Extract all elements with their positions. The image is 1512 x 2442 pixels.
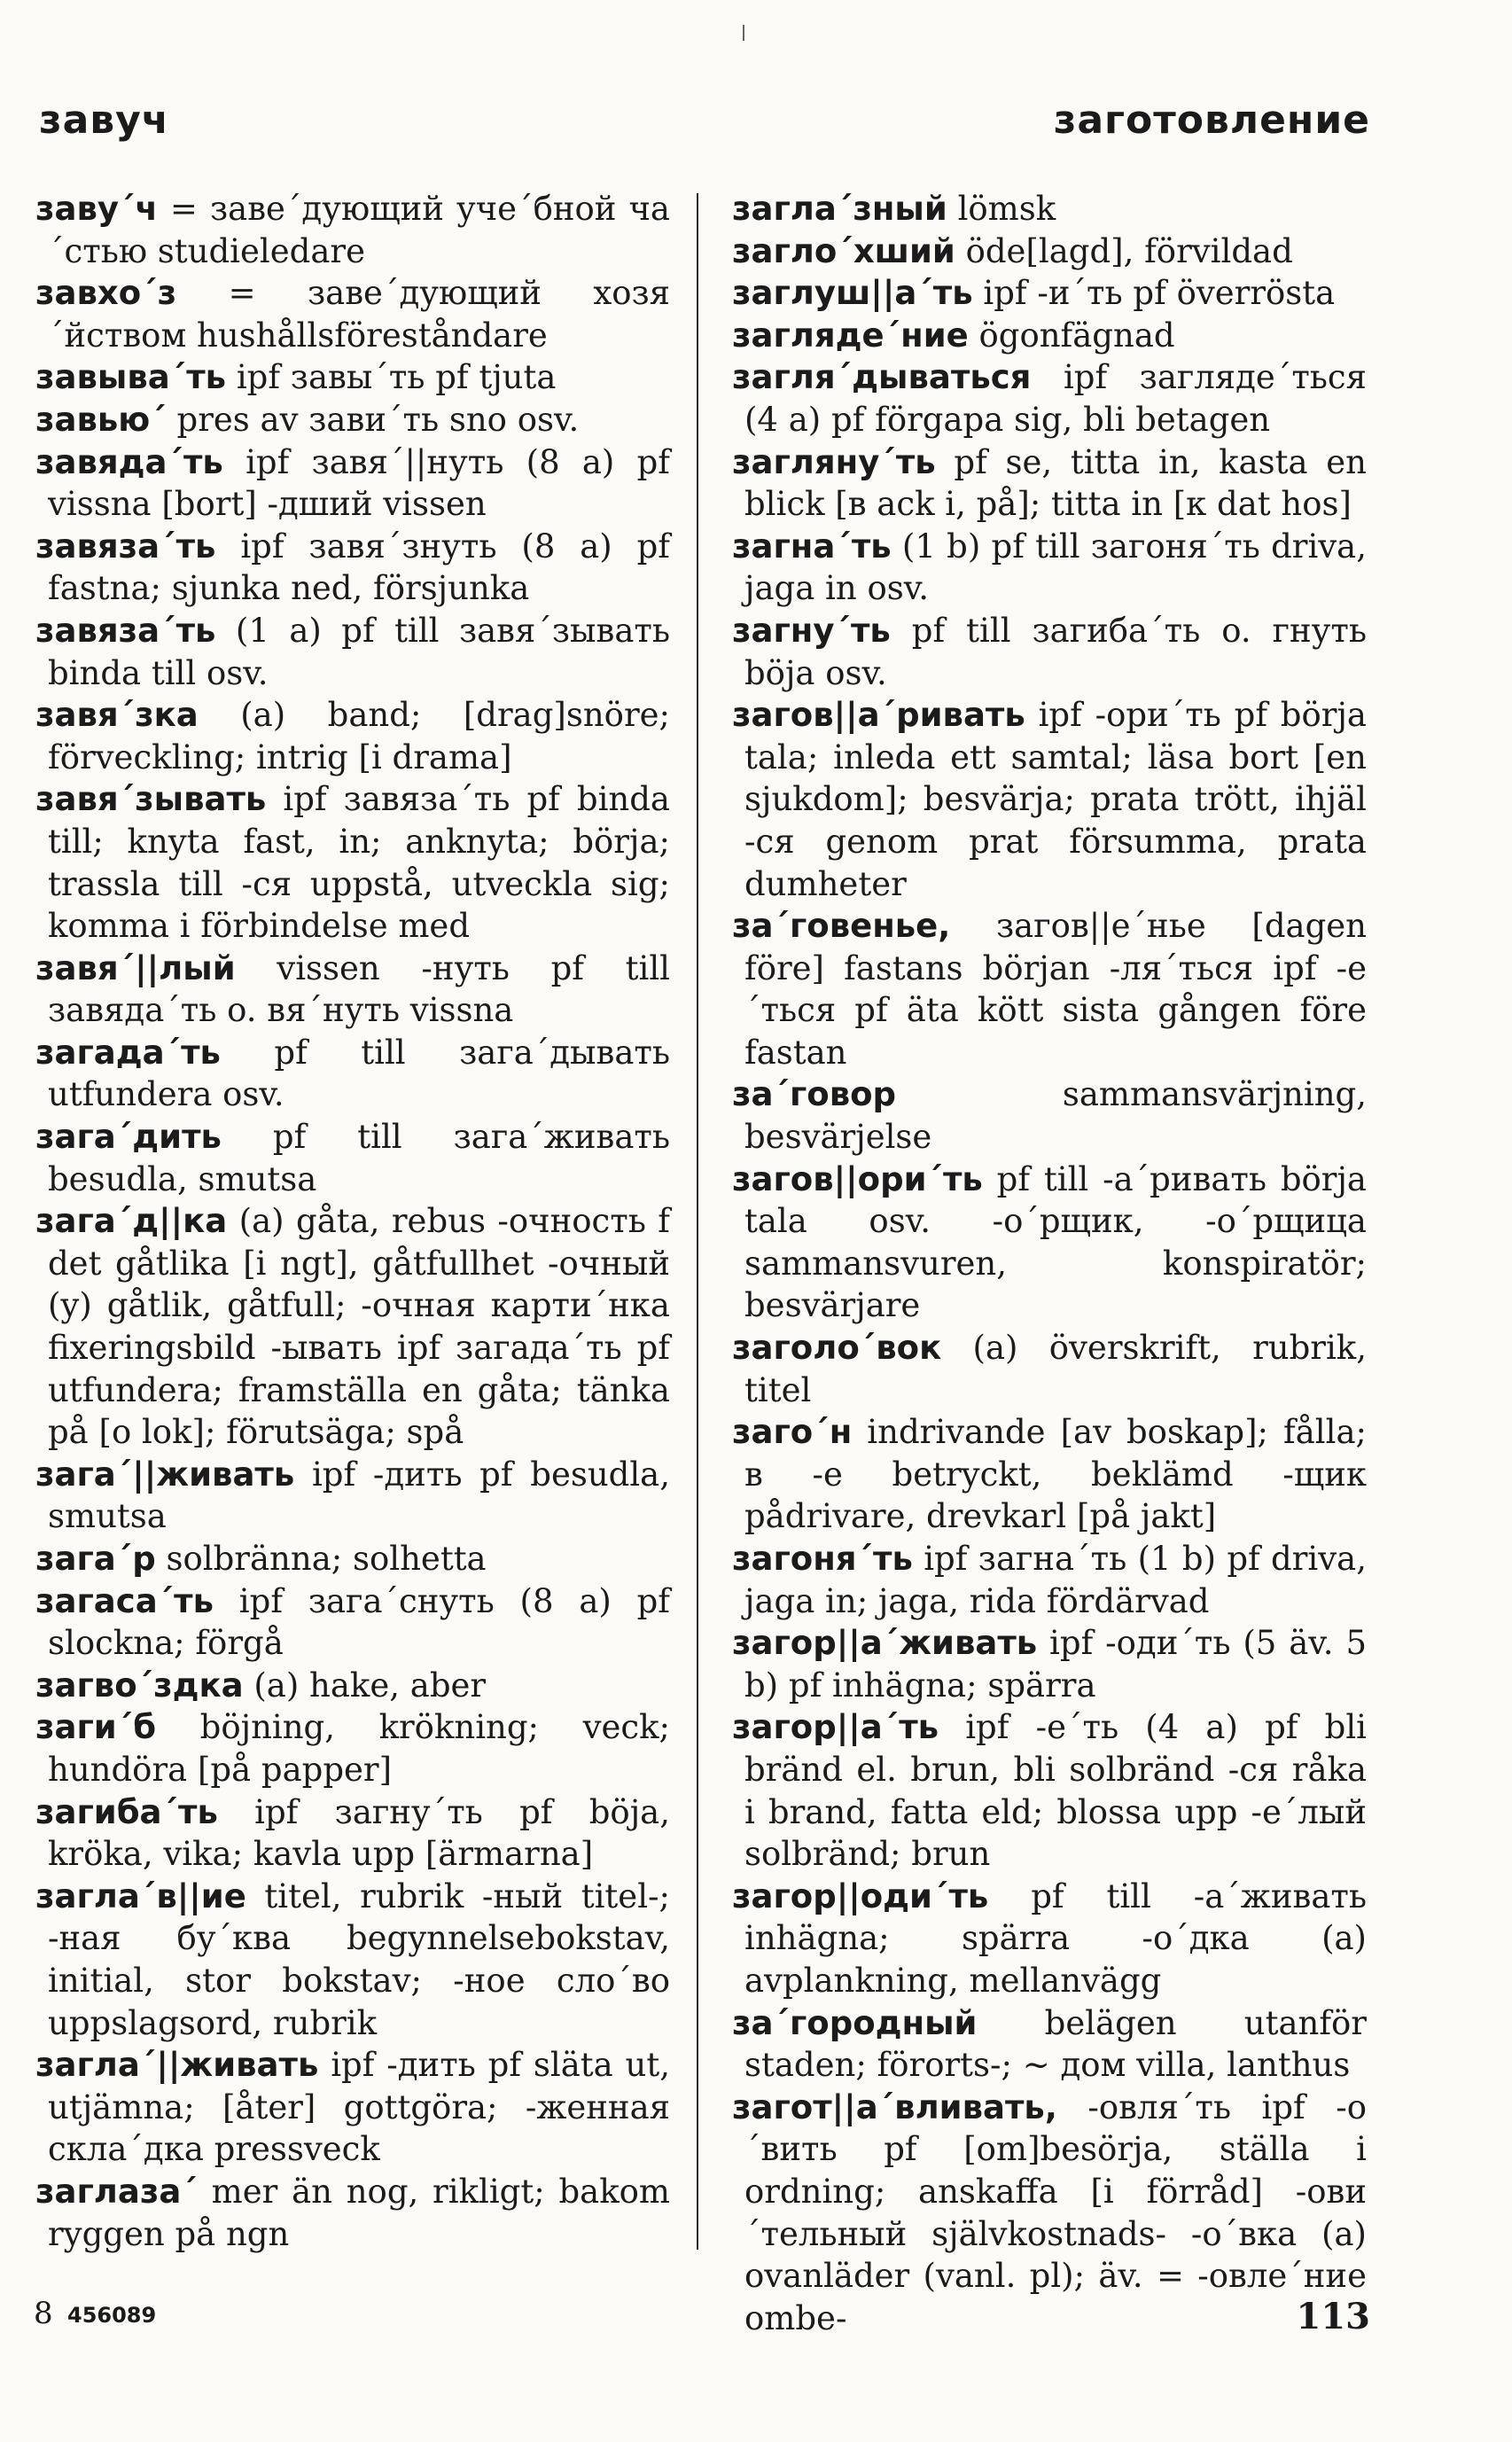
dictionary-entry: завя´||лый vissen -нуть pf till завяда´ть o. вя´нуть vissna <box>35 948 670 1030</box>
dictionary-entry: зага´дить pf till зага´живать besudla, smutsa <box>35 1118 670 1198</box>
dictionary-entry: загляде´ние ögonfägnad <box>732 316 1175 355</box>
headword: загля´дываться <box>732 358 1032 397</box>
headword: завхо´з <box>35 274 177 313</box>
dictionary-entry: загор||а´живать ipf -оди´ть (5 äv. 5 b) pf inhägna; spärra <box>732 1624 1367 1705</box>
headword: заги´б <box>35 1708 157 1747</box>
headword: за´городный <box>732 2003 978 2042</box>
dictionary-entry: завыва´ть ipf завы´ть pf tjuta <box>35 358 557 397</box>
headword: завыва´ть <box>35 358 227 397</box>
headword: загло´хший <box>732 231 955 270</box>
headword: загот||а´вливать, <box>732 2087 1057 2126</box>
dictionary-entry: загляну´ть pf se, titta in, kasta en blick [в ack i, på]; titta in [к dat hos] <box>732 442 1367 524</box>
headword: за´говор <box>732 1075 897 1114</box>
headword: завяда´ть <box>35 442 223 481</box>
dictionary-entry: загля´дываться ipf загляде´ться (4 a) pf förgapa sig, bli betagen <box>732 358 1367 439</box>
headword: загво´здка <box>35 1666 244 1705</box>
dictionary-entry: завью´ pres av зави´ть sno osv. <box>35 400 580 439</box>
dictionary-entry: загла´зный lömsk <box>732 190 1056 228</box>
headword: загор||а´живать <box>732 1624 1038 1663</box>
headword: завя´зывать <box>35 780 267 819</box>
headword: заголо´вок <box>732 1329 942 1368</box>
dictionary-entry: загов||ори´ть pf till -а´ривать börja tala osv. -о´рщик, -о´рщица sammansvuren, konspiratör; besvärjare <box>732 1159 1367 1325</box>
dictionary-entry: загну´ть pf till загиба´ть o. гнуть böja osv. <box>732 611 1367 692</box>
headword: загоня´ть <box>732 1540 913 1578</box>
dictionary-entry: заву´ч = заве´дующий уче´бной ча´стью studieledare <box>35 190 670 270</box>
dictionary-entry: завя´зывать ipf завяза´ть pf binda till; knyta fast, in; anknyta; börja; trassla till -ся uppstå, utveckla sig; komma i förbindelse med <box>35 780 670 946</box>
headword: загну´ть <box>732 611 891 650</box>
dictionary-entry: зага´||живать ipf -дить pf besudla, smutsa <box>35 1455 670 1536</box>
column-divider <box>697 193 698 2250</box>
headword: загла´в||ие <box>35 1876 246 1915</box>
headword: зага´дить <box>35 1118 222 1157</box>
printer-mark <box>743 25 744 41</box>
dictionary-entry: заглаза´ mer än nog, rikligt; bakom ryggen på ngn <box>35 2172 670 2253</box>
print-code: 456089 <box>67 2303 157 2328</box>
headword: загла´зный <box>732 190 947 228</box>
dictionary-entry: загиба´ть ipf загну´ть pf böja, kröka, vika; kavla upp [ärmarna] <box>35 1792 670 1874</box>
dictionary-entry: за´говор sammansvärjning, besvärjelse <box>732 1075 1367 1157</box>
dictionary-entry: завя´зка (a) band; [drag]snöre; förveckling; intrig [i drama] <box>35 696 670 776</box>
headword: заглаза´ <box>35 2172 198 2211</box>
dictionary-entry: завяда´ть ipf завя´||нуть (8 a) pf vissna [bort] -дший vissen <box>35 442 670 524</box>
dictionary-entry: заги´б böjning, krökning; veck; hundöra [på papper] <box>35 1708 670 1789</box>
headword: зага´д||ка <box>35 1202 228 1241</box>
headword: зага´||живать <box>35 1455 295 1494</box>
running-head-right: заготовление <box>1053 98 1370 143</box>
headword: заглуш||а´ть <box>732 274 973 313</box>
dictionary-entry: загоня´ть ipf загна´ть (1 b) pf driva, jaga in; jaga, rida fördärvad <box>732 1540 1367 1620</box>
dictionary-entry: заго´н indrivande [av boskap]; fålla; в -е betryckt, beklämd -щик pådrivare, drevkarl [på jakt] <box>732 1413 1367 1536</box>
headword: завя´зка <box>35 696 199 735</box>
dictionary-entry: завяза´ть ipf завя´знуть (8 a) pf fastna; sjunka ned, försjunka <box>35 527 670 608</box>
headword: загляде´ние <box>732 316 969 355</box>
dictionary-entry: загот||а´вливать, -овля´ть ipf -о´вить pf [om]besörja, ställa i ordning; anskaffa [i förråd] -ови´тельный självkostnads- -о´вка (a) ovanläder (vanl. pl); äv. = -овле´ние ombe- <box>732 2087 1367 2337</box>
headword: завяза´ть <box>35 527 216 566</box>
headword: загада´ть <box>35 1033 221 1072</box>
left-column <box>35 188 670 2255</box>
dictionary-entry: загна´ть (1 b) pf till загоня´ть driva, jaga in osv. <box>732 527 1367 608</box>
headword: завя´||лый <box>35 948 236 987</box>
dictionary-entry: загво´здка (a) hake, aber <box>35 1666 487 1705</box>
dictionary-entry: заглуш||а´ть ipf -и´ть pf överrösta <box>732 274 1336 313</box>
dictionary-entry: за´говенье, загов||е´нье [dagen före] fastans början -ля´ться ipf -е´ться pf äta kött sista gången före fastan <box>732 907 1367 1072</box>
headword: заву´ч <box>35 190 158 228</box>
headword: заго´н <box>732 1413 853 1452</box>
signature-mark: 8 <box>34 2296 53 2331</box>
dictionary-entry: завяза´ть (1 a) pf till завя´зывать binda till osv. <box>35 611 670 692</box>
headword: загов||ори´ть <box>732 1159 983 1198</box>
dictionary-entry: загаса´ть ipf зага´снуть (8 a) pf slockna; förgå <box>35 1581 670 1663</box>
dictionary-entry: загор||а´ть ipf -е´ть (4 a) pf bli bränd el. brun, bli solbränd -ся råka i brand, fatta eld; blossa upp -е´лый solbränd; brun <box>732 1708 1367 1874</box>
headword: загор||оди´ть <box>732 1876 989 1915</box>
headword: загляну´ть <box>732 442 936 481</box>
dictionary-entry: зага´д||ка (a) gåta, rebus -очность f det gåtlika [i ngt], gåtfullhet -очный (y) gåtlik, gåtfull; -очная карти´нка fixeringsbild -ывать ipf загада´ть pf utfundera; framställa en gåta; tänka på [o lok]; förutsäga; spå <box>35 1202 670 1452</box>
dictionary-entry: загла´в||ие titel, rubrik -ный titel-; -ная бу´ква begynnelsebokstav, initial, stor bokstav; -ное сло´во uppslagsord, rubrik <box>35 1876 670 2042</box>
headword: загор||а´ть <box>732 1708 939 1747</box>
headword: загов||а´ривать <box>732 696 1025 735</box>
dictionary-entry: загада´ть pf till зага´дывать utfundera osv. <box>35 1033 670 1114</box>
dictionary-entry: загов||а´ривать ipf -ори´ть pf börja tala; inleda ett samtal; läsa bort [en sjukdom]; besvärja; prata trött, ihjäl -ся genom prat försumma, prata dumheter <box>732 696 1367 903</box>
page-number: 113 <box>1296 2296 1370 2337</box>
headword: зага´р <box>35 1540 156 1578</box>
right-column <box>732 188 1367 2339</box>
headword: завью´ <box>35 400 167 439</box>
dictionary-entry: зага´р solbränna; solhetta <box>35 1540 487 1578</box>
headword: загиба´ть <box>35 1792 218 1831</box>
dictionary-entry: загор||оди´ть pf till -а´живать inhägna; spärra -о´дка (a) avplankning, mellanvägg <box>732 1876 1367 2000</box>
dictionary-entry: загла´||живать ipf -дить pf släta ut, utjämna; [åter] gottgöra; -женная скла´дка pressveck <box>35 2046 670 2169</box>
dictionary-entry: загло´хший öde[lagd], förvildad <box>732 231 1293 270</box>
headword: загла´||живать <box>35 2046 319 2085</box>
headword: за´говенье, <box>732 907 951 946</box>
running-head-left: завуч <box>39 98 169 143</box>
dictionary-entry: за´городный belägen utanför staden; förorts-; ~ дом villa, lanthus <box>732 2003 1367 2085</box>
headword: загаса´ть <box>35 1581 214 1620</box>
dictionary-entry: завхо´з = заве´дующий хозя´йством hushållsföreståndare <box>35 274 670 355</box>
headword: загна´ть <box>732 527 892 566</box>
dictionary-entry: заголо´вок (a) överskrift, rubrik, titel <box>732 1329 1367 1409</box>
headword: завяза´ть <box>35 611 216 650</box>
